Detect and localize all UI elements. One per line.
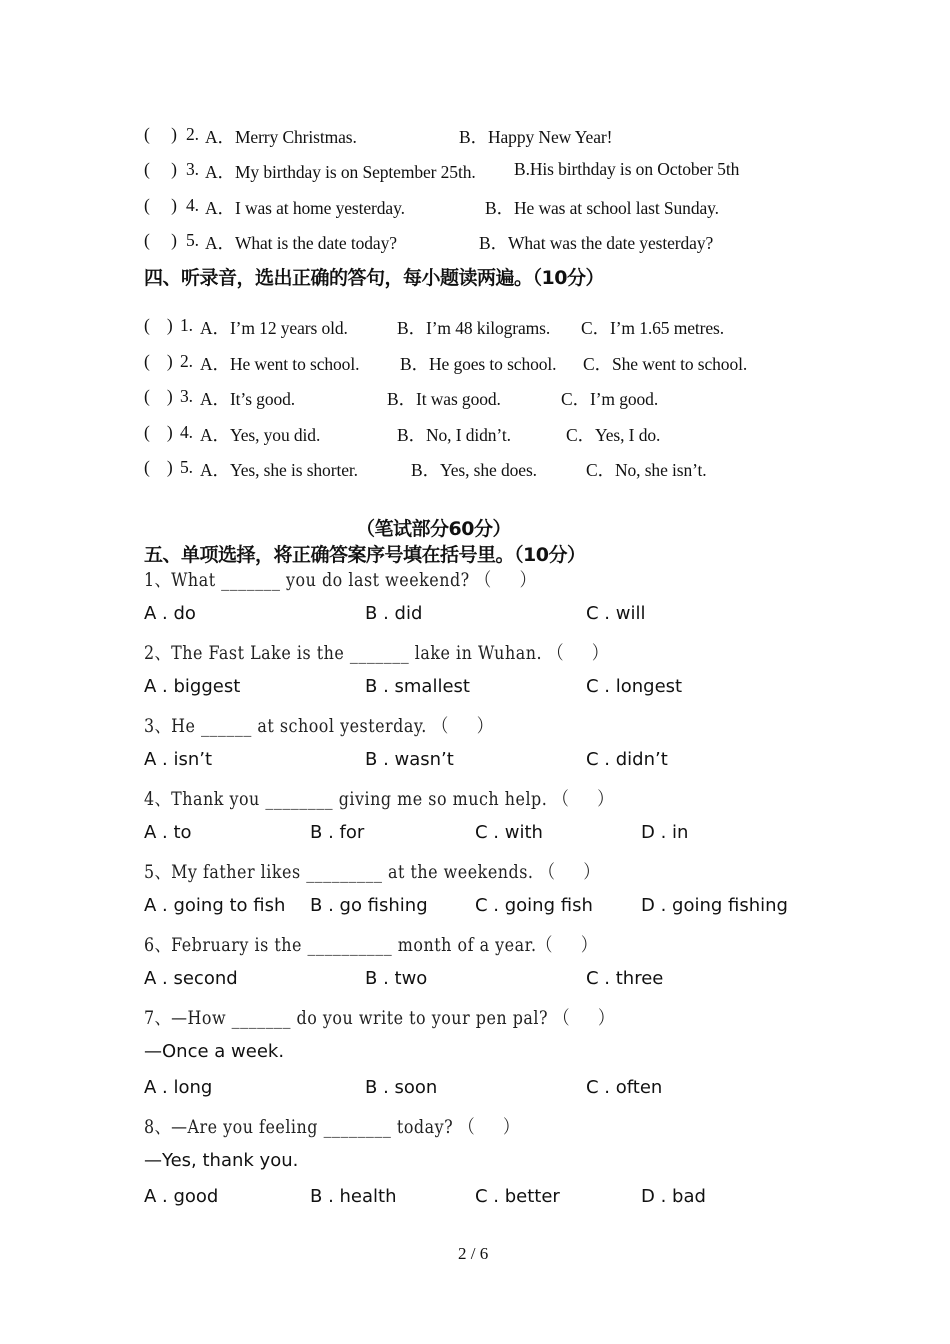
option-a: A . second	[144, 968, 238, 989]
option-c: C . longest	[586, 676, 683, 697]
option-a: A．Yes, you did.	[200, 425, 321, 445]
option-b: B . two	[365, 968, 428, 989]
option-b: B . go fishing	[310, 895, 428, 916]
question-stem: 8、—Are you feeling ________ today? （ ）	[144, 1117, 520, 1138]
question-stem: 7、—How _______ do you write to your pen pal? （ ）	[144, 1008, 615, 1029]
option-c: C . didn’t	[586, 749, 668, 770]
question-stem: 3、He ______ at school yesterday. （ ）	[144, 716, 494, 737]
option-a: A．It’s good.	[200, 389, 296, 409]
option-a: A．I’m 12 years old.	[200, 318, 348, 338]
option-a: A．What is the date today?	[205, 233, 397, 253]
option-d: D . bad	[641, 1186, 706, 1207]
option-b: B . health	[310, 1186, 397, 1207]
option-a: A．My birthday is on September 25th.	[205, 162, 476, 182]
option-c: C．No, she isn’t.	[586, 460, 707, 480]
answer-bracket[interactable]: ( )	[144, 351, 173, 371]
answer-bracket[interactable]: ( )	[144, 386, 173, 406]
option-a: A．He went to school.	[200, 354, 360, 374]
option-a: A . to	[144, 822, 192, 843]
item-number: 5.	[180, 457, 193, 477]
option-b: B．It was good.	[387, 389, 501, 409]
dialog-reply: —Once a week.	[144, 1041, 285, 1062]
question-stem: 5、My father likes _________ at the weekends. （ ）	[144, 862, 600, 883]
option-b: B．He goes to school.	[400, 354, 557, 374]
option-a: A . good	[144, 1186, 219, 1207]
option-a: A . long	[144, 1077, 213, 1098]
item-number: 2.	[180, 351, 193, 371]
option-a: A . do	[144, 603, 196, 624]
option-c: C．Yes, I do.	[566, 425, 661, 445]
option-b: B . smallest	[365, 676, 470, 697]
option-d: D . in	[641, 822, 689, 843]
option-c: C．I’m 1.65 metres.	[581, 318, 725, 338]
dialog-reply: —Yes, thank you.	[144, 1150, 299, 1171]
option-a: A．Merry Christmas.	[205, 127, 357, 147]
option-c: C．I’m good.	[561, 389, 659, 409]
answer-bracket[interactable]: ( )	[144, 124, 177, 144]
written-part-heading: （笔试部分60分）	[356, 518, 511, 540]
option-a: A．I was at home yesterday.	[205, 198, 405, 218]
question-stem: 4、Thank you ________ giving me so much help. （ ）	[144, 789, 614, 810]
option-c: C．She went to school.	[583, 354, 748, 374]
answer-bracket[interactable]: ( )	[144, 195, 177, 215]
option-b: B . did	[365, 603, 423, 624]
option-b: B．He was at school last Sunday.	[485, 198, 719, 218]
item-number: 4.	[180, 422, 193, 442]
option-c: C . with	[475, 822, 543, 843]
answer-bracket[interactable]: ( )	[144, 315, 173, 335]
option-c: C . better	[475, 1186, 560, 1207]
item-number: 1.	[180, 315, 193, 335]
option-c: C . three	[586, 968, 664, 989]
option-a: A . going to fish	[144, 895, 286, 916]
answer-bracket[interactable]: ( )	[144, 457, 173, 477]
question-stem: 1、What _______ you do last weekend? （ ）	[144, 570, 537, 591]
option-b: B．Happy New Year!	[459, 127, 613, 147]
option-a: A . isn’t	[144, 749, 213, 770]
option-c: C . will	[586, 603, 646, 624]
item-number: 3.	[186, 159, 199, 179]
option-b: B．What was the date yesterday?	[479, 233, 714, 253]
option-d: D . going fishing	[641, 895, 788, 916]
item-number: 3.	[180, 386, 193, 406]
item-number: 2.	[186, 124, 199, 144]
answer-bracket[interactable]: ( )	[144, 230, 177, 250]
option-b: B.His birthday is on October 5th	[514, 159, 740, 179]
option-b: B．No, I didn’t.	[397, 425, 511, 445]
option-c: C . going fish	[475, 895, 593, 916]
option-a: A．Yes, she is shorter.	[200, 460, 358, 480]
option-a: A . biggest	[144, 676, 241, 697]
question-stem: 6、February is the __________ month of a year.（ ）	[144, 935, 598, 956]
item-number: 4.	[186, 195, 199, 215]
answer-bracket[interactable]: ( )	[144, 422, 173, 442]
item-number: 5.	[186, 230, 199, 250]
option-b: B . soon	[365, 1077, 438, 1098]
section-4-title: 四、听录音，选出正确的答句，每小题读两遍。（10分）	[144, 267, 604, 289]
answer-bracket[interactable]: ( )	[144, 159, 177, 179]
section-5-title: 五、单项选择，将正确答案序号填在括号里。（10分）	[144, 544, 586, 566]
option-b: B . for	[310, 822, 365, 843]
page-indicator: 2 / 6	[458, 1244, 489, 1263]
option-b: B . wasn’t	[365, 749, 454, 770]
option-b: B．Yes, she does.	[411, 460, 537, 480]
question-stem: 2、The Fast Lake is the _______ lake in Wuhan. （ ）	[144, 643, 609, 664]
option-b: B．I’m 48 kilograms.	[397, 318, 551, 338]
option-c: C . often	[586, 1077, 663, 1098]
